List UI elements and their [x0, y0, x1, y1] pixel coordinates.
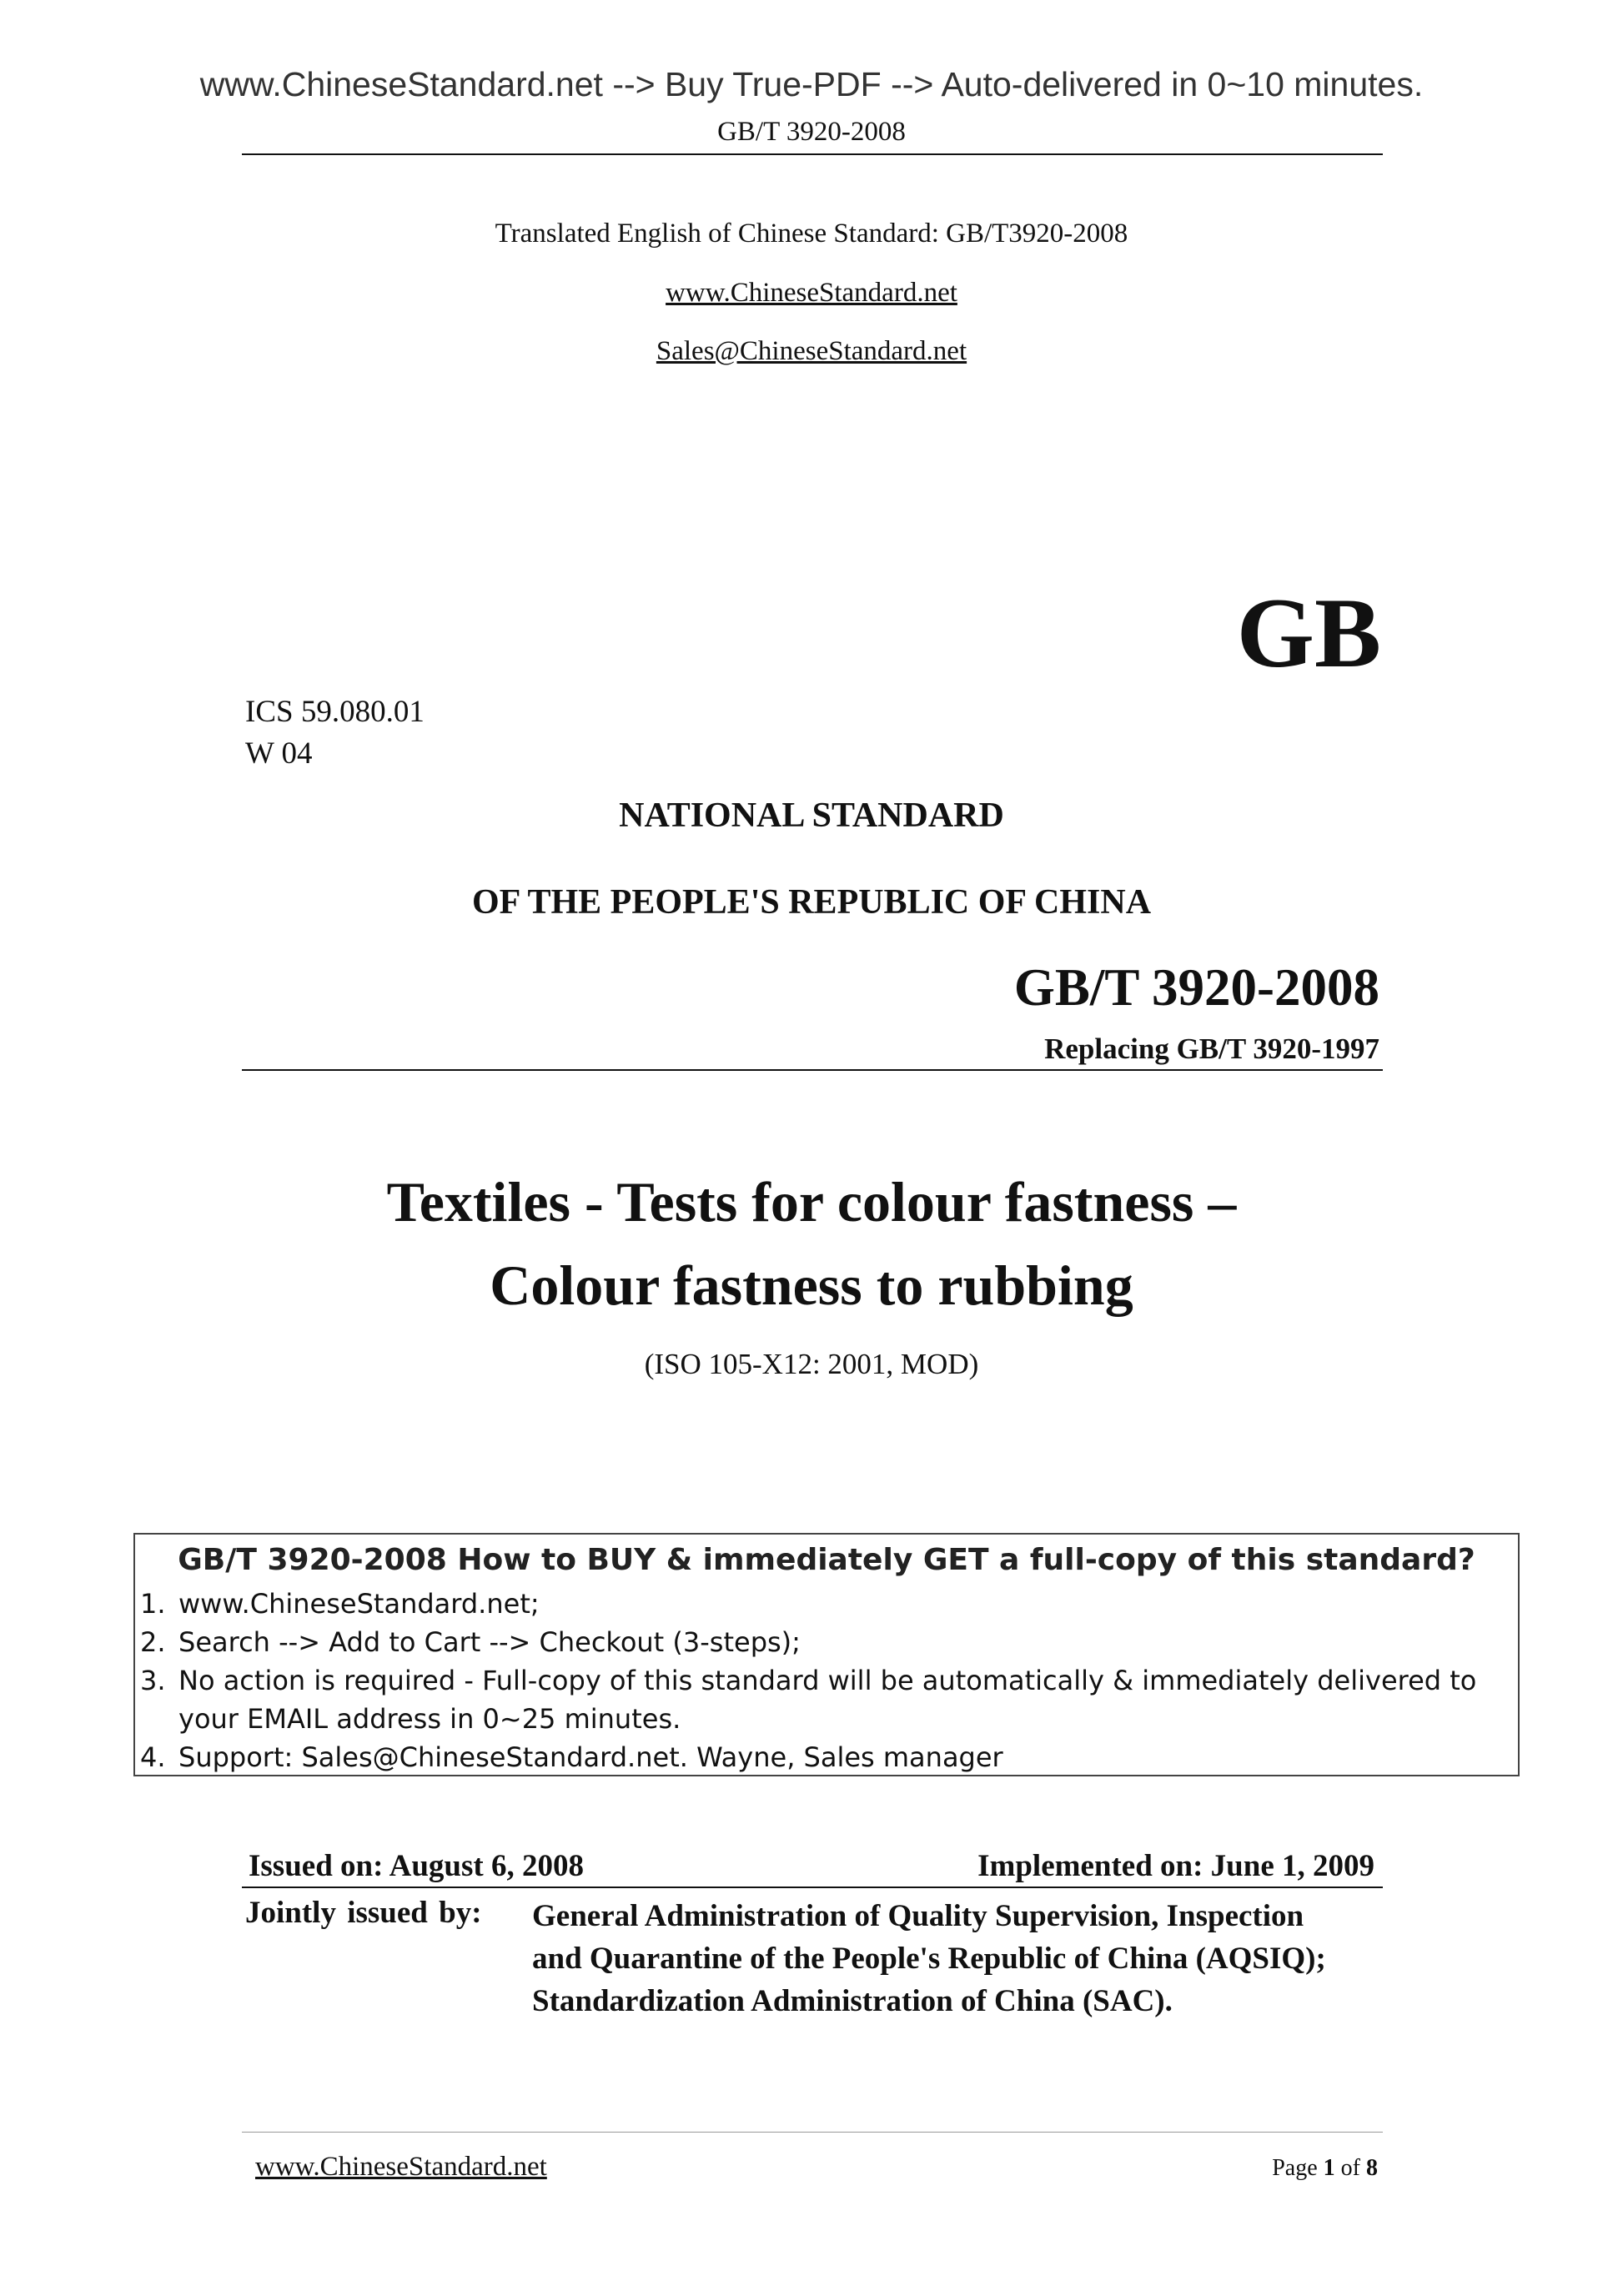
buy-step	[140, 1626, 801, 1658]
step-number: 3.	[140, 1665, 166, 1696]
page-of: of	[1334, 2155, 1366, 2181]
step-text: Support: Sales@ChineseStandard.net. Wayne, Sales manager	[178, 1741, 1003, 1773]
running-title: GB/T 3920-2008	[717, 117, 906, 147]
step-text: Search --> Add to Cart --> Checkout (3-steps);	[178, 1626, 801, 1658]
footer-website-wrap	[255, 2152, 547, 2183]
implemented-date: Implemented on: June 1, 2009	[977, 1849, 1374, 1883]
step-text: your EMAIL address in 0~25 minutes.	[178, 1703, 681, 1735]
buy-step	[140, 1588, 540, 1620]
email-link-wrap	[0, 336, 1623, 367]
footer-website-link[interactable]: www.ChineseStandard.net	[255, 2152, 547, 2182]
website-link[interactable]: www.ChineseStandard.net	[666, 278, 957, 308]
gb-mark: GB	[1236, 577, 1381, 688]
issuer-line: and Quarantine of the People's Republic of China (AQSIQ);	[532, 1942, 1326, 1976]
buy-step	[140, 1665, 1476, 1696]
top-banner: www.ChineseStandard.net --> Buy True-PDF --> Auto-delivered in 0~10 minutes.	[199, 65, 1424, 103]
step-number: 2.	[140, 1626, 166, 1658]
replacing-note: Replacing GB/T 3920-1997	[1044, 1032, 1379, 1065]
buy-step-continued	[140, 1703, 681, 1735]
step-number: 1.	[140, 1588, 166, 1620]
step-number: 4.	[140, 1741, 166, 1773]
national-standard-heading: NATIONAL STANDARD	[619, 796, 1004, 835]
buy-step	[140, 1741, 1003, 1773]
jointly-issued-label: Jointly issued by:	[245, 1896, 482, 1930]
standard-rule	[242, 1069, 1383, 1071]
document-title-line1: Textiles - Tests for colour fastness –	[386, 1170, 1237, 1233]
page-number	[1272, 2155, 1378, 2182]
standard-number: GB/T 3920-2008	[1013, 958, 1379, 1017]
buy-box-heading: GB/T 3920-2008 How to BUY & immediately GET a full-copy of this standard?	[178, 1543, 1475, 1577]
page-total: 8	[1366, 2155, 1378, 2181]
issuer-block	[532, 1895, 1383, 2022]
country-heading: OF THE PEOPLE'S REPUBLIC OF CHINA	[471, 883, 1152, 922]
footer-rule	[242, 2132, 1383, 2133]
page-prefix: Page	[1272, 2155, 1324, 2181]
buy-info-box	[133, 1533, 1520, 1776]
issue-rule	[242, 1887, 1383, 1888]
ics-code: ICS 59.080.01	[245, 695, 425, 729]
step-text: No action is required - Full-copy of this standard will be automatically & immediately delivered to	[178, 1665, 1477, 1696]
issuer-line: General Administration of Quality Supervision, Inspection	[532, 1899, 1304, 1933]
category-code: W 04	[245, 736, 313, 771]
page-current: 1	[1323, 2155, 1335, 2181]
document-title-line2: Colour fastness to rubbing	[490, 1254, 1133, 1317]
translated-line: Translated English of Chinese Standard: GB/T3920-2008	[495, 219, 1128, 249]
email-link[interactable]: Sales@ChineseStandard.net	[656, 336, 967, 366]
issued-date: Issued on: August 6, 2008	[249, 1849, 584, 1883]
iso-reference: (ISO 105-X12: 2001, MOD)	[644, 1348, 979, 1380]
step-text: www.ChineseStandard.net;	[178, 1588, 540, 1620]
website-link-wrap	[0, 278, 1623, 309]
header-rule	[242, 153, 1383, 155]
issuer-line: Standardization Administration of China (SAC).	[532, 1984, 1173, 2018]
